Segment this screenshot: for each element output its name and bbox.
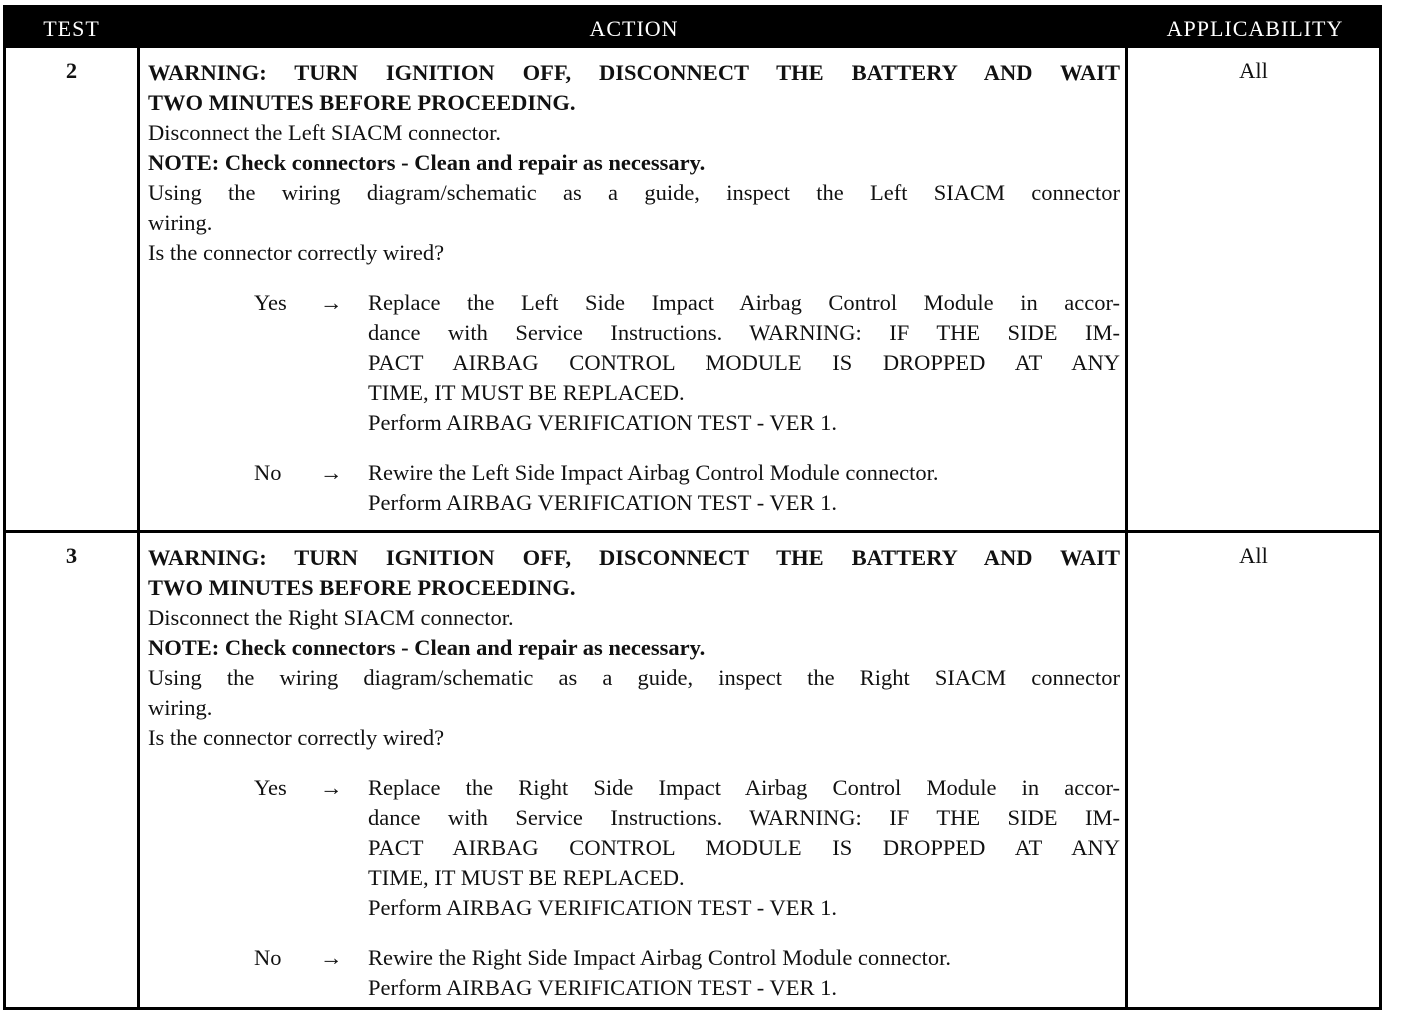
- outcome-label: Yes: [254, 290, 287, 315]
- outcome-text: [368, 773, 1120, 923]
- warning-line: NOTE: Check connectors - Clean and repair as necessary.: [148, 150, 706, 175]
- outcome-line: Replace the Left Side Impact Airbag Control Module in accor-: [368, 290, 1120, 315]
- test-number: 2: [65, 58, 78, 83]
- warning-line: WARNING: TURN IGNITION OFF, DISCONNECT THE BATTERY AND WAIT: [148, 545, 1120, 570]
- outcome-line: Perform AIRBAG VERIFICATION TEST - VER 1.: [368, 975, 837, 1000]
- outcome-no: [148, 943, 1120, 1003]
- outcome-text: [368, 458, 1120, 518]
- outcome-line: Rewire the Right Side Impact Airbag Control Module connector.: [368, 945, 952, 970]
- outcome-yes: [148, 288, 1120, 438]
- outcome-label: No: [254, 460, 282, 485]
- outcome-line: Perform AIRBAG VERIFICATION TEST - VER 1.: [368, 895, 837, 920]
- outcome-line: TIME, IT MUST BE REPLACED.: [368, 380, 685, 405]
- warning-line: TWO MINUTES BEFORE PROCEEDING.: [148, 90, 576, 115]
- outcome-line: dance with Service Instructions. WARNING: IF THE SIDE IM-: [368, 805, 1120, 830]
- header-applicability: APPLICABILITY: [1166, 16, 1344, 41]
- instruction-line: Disconnect the Right SIACM connector.: [148, 605, 514, 630]
- outcome-text: [368, 943, 1120, 1003]
- instruction-line: wiring.: [148, 695, 213, 720]
- table-header: [6, 8, 1379, 48]
- outcome-no: [148, 458, 1120, 518]
- instruction-line: Disconnect the Left SIACM connector.: [148, 120, 502, 145]
- instruction-line: Is the connector correctly wired?: [148, 240, 445, 265]
- outcome-line: Perform AIRBAG VERIFICATION TEST - VER 1.: [368, 410, 837, 435]
- instruction-line: Using the wiring diagram/schematic as a guide, inspect the Left SIACM connector: [148, 180, 1120, 205]
- warning-line: TWO MINUTES BEFORE PROCEEDING.: [148, 575, 576, 600]
- instruction-line: Is the connector correctly wired?: [148, 725, 445, 750]
- outcome-line: dance with Service Instructions. WARNING: IF THE SIDE IM-: [368, 320, 1120, 345]
- applicability-value: All: [1239, 58, 1268, 83]
- outcome-text: [368, 288, 1120, 438]
- instruction-line: wiring.: [148, 210, 213, 235]
- header-action: ACTION: [589, 16, 679, 41]
- outcome-line: PACT AIRBAG CONTROL MODULE IS DROPPED AT ANY: [368, 835, 1120, 860]
- test-number: 3: [65, 543, 78, 568]
- outcome-line: Perform AIRBAG VERIFICATION TEST - VER 1.: [368, 490, 837, 515]
- header-test: TEST: [43, 16, 100, 41]
- outcome-yes: [148, 773, 1120, 923]
- test-row: [6, 530, 1379, 1007]
- action-cell: [148, 58, 1120, 518]
- outcome-line: PACT AIRBAG CONTROL MODULE IS DROPPED AT ANY: [368, 350, 1120, 375]
- outcome-label: No: [254, 945, 282, 970]
- arrow-right-icon: →: [320, 290, 343, 315]
- warning-line: NOTE: Check connectors - Clean and repair as necessary.: [148, 635, 706, 660]
- diagnostic-test-table: [3, 5, 1382, 1010]
- outcome-label: Yes: [254, 775, 287, 800]
- applicability-value: All: [1239, 543, 1268, 568]
- test-row: [6, 48, 1379, 530]
- outcome-line: Rewire the Left Side Impact Airbag Control Module connector.: [368, 460, 939, 485]
- outcome-line: TIME, IT MUST BE REPLACED.: [368, 865, 685, 890]
- arrow-right-icon: →: [320, 460, 343, 485]
- instruction-line: Using the wiring diagram/schematic as a guide, inspect the Right SIACM connector: [148, 665, 1120, 690]
- arrow-right-icon: →: [320, 775, 343, 800]
- arrow-right-icon: →: [320, 945, 343, 970]
- warning-line: WARNING: TURN IGNITION OFF, DISCONNECT THE BATTERY AND WAIT: [148, 60, 1120, 85]
- outcome-line: Replace the Right Side Impact Airbag Control Module in accor-: [368, 775, 1120, 800]
- action-cell: [148, 543, 1120, 1003]
